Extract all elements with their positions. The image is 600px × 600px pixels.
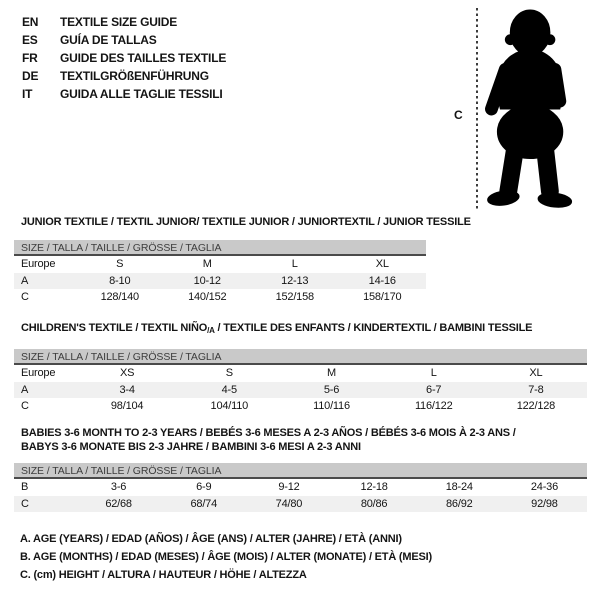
size-header-bar: SIZE / TALLA / TAILLE / GRÖSSE / TAGLIA [14, 240, 426, 256]
size-value: 116/122 [414, 400, 453, 412]
table-title [21, 215, 471, 229]
size-value: 140/152 [188, 291, 227, 303]
size-value: XL [375, 258, 389, 270]
table-title [21, 321, 587, 338]
guide-title: TEXTILE SIZE GUIDE [60, 15, 178, 29]
measurement-legend [20, 530, 432, 584]
size-value: 86/92 [446, 497, 473, 510]
size-value: 6-9 [196, 481, 212, 493]
row-label: A [21, 274, 29, 287]
figure-area [450, 0, 600, 220]
size-value: L [430, 367, 437, 379]
guide-title: GUIDA ALLE TAGLIE TESSILI [60, 87, 223, 101]
language-code: EN [22, 15, 39, 29]
language-row [22, 85, 226, 103]
table-row [14, 273, 426, 290]
baby-silhouette-image [482, 6, 597, 214]
legend-line: C. (cm) HEIGHT / ALTURA / HAUTEUR / HÖHE / ALTEZZA [20, 569, 307, 581]
height-measure-line [476, 8, 478, 210]
table-row [14, 479, 587, 496]
language-code: DE [22, 69, 39, 83]
size-value: 98/104 [110, 400, 144, 412]
size-value: 74/80 [275, 497, 303, 510]
language-row [22, 49, 226, 67]
size-header-bar: SIZE / TALLA / TAILLE / GRÖSSE / TAGLIA [14, 349, 587, 365]
table-title-segment: BABYS 3-6 MONATE BIS 2-3 JAHRE / BAMBINI 3-6 MESI A 2-3 ANNI [21, 441, 361, 453]
row-label: A [21, 383, 29, 396]
size-value: 68/74 [190, 497, 218, 510]
size-value: M [327, 367, 336, 379]
size-value: 24-36 [530, 481, 559, 493]
size-value: 128/140 [100, 291, 139, 303]
language-code: ES [22, 33, 38, 47]
language-row [22, 31, 226, 49]
size-value: 14-16 [368, 274, 396, 287]
height-measure-label: C [454, 108, 463, 122]
babies-textile-table [14, 426, 587, 512]
language-code: IT [22, 87, 33, 101]
size-value: 18-24 [445, 481, 473, 493]
size-value: 92/98 [531, 497, 558, 510]
row-label: C [21, 400, 29, 412]
table-title-segment: / TEXTILE DES ENFANTS / KINDERTEXTIL / BAMBINI TESSILE [214, 322, 533, 334]
size-value: 62/68 [105, 497, 132, 510]
size-value: 8-10 [109, 274, 131, 287]
size-value: 4-5 [221, 383, 237, 396]
size-value: XL [529, 367, 543, 379]
table-row [14, 496, 587, 513]
table-row [14, 382, 587, 399]
size-value: 152/158 [275, 291, 314, 303]
table-title-segment: /A [207, 326, 215, 335]
row-label: C [21, 497, 29, 510]
size-value: 3-4 [119, 383, 135, 396]
size-value: 9-12 [278, 481, 300, 493]
language-row [22, 67, 226, 85]
size-value: M [202, 258, 212, 270]
table-row [14, 398, 587, 415]
guide-title: GUIDE DES TAILLES TEXTILE [60, 51, 227, 65]
size-value: S [116, 258, 124, 270]
children-textile-table [14, 321, 587, 415]
table-title [21, 426, 587, 454]
row-label: Europe [21, 367, 56, 379]
size-header-bar: SIZE / TALLA / TAILLE / GRÖSSE / TAGLIA [14, 463, 587, 479]
table-title-segment: CHILDREN'S TEXTILE / TEXTIL NIÑO [21, 322, 208, 334]
legend-line: B. AGE (MONTHS) / EDAD (MESES) / ÂGE (MOIS) / ALTER (MONATE) / ETÀ (MESI) [20, 551, 432, 563]
size-value: 3-6 [110, 481, 127, 493]
table-title-segment: JUNIOR TEXTILE / TEXTIL JUNIOR/ TEXTILE JUNIOR / JUNIORTEXTIL / JUNIOR TESSILE [21, 216, 471, 228]
language-list [22, 13, 226, 103]
size-value: 122/128 [516, 400, 556, 412]
table-row [14, 289, 426, 306]
size-value: 10-12 [193, 274, 221, 287]
size-value: 104/110 [210, 400, 249, 412]
table-row [14, 256, 426, 273]
table-rows [14, 479, 587, 512]
table-rows [14, 365, 587, 415]
size-value: L [291, 258, 298, 270]
row-label: B [21, 481, 29, 493]
size-value: 6-7 [426, 383, 442, 396]
size-value: 80/86 [360, 497, 388, 510]
row-label: C [21, 291, 29, 303]
junior-textile-table [14, 215, 471, 306]
size-value: 12-18 [360, 481, 388, 493]
row-label: Europe [21, 258, 56, 270]
table-rows [14, 256, 426, 306]
guide-title: TEXTILGRÖßENFÜHRUNG [60, 69, 209, 83]
guide-title: GUÍA DE TALLAS [60, 33, 157, 47]
table-row [14, 365, 587, 382]
size-value: 7-8 [528, 383, 544, 396]
language-row [22, 13, 226, 31]
language-code: FR [22, 51, 38, 65]
size-value: XS [119, 367, 135, 379]
legend-line: A. AGE (YEARS) / EDAD (AÑOS) / ÂGE (ANS) / ALTER (JAHRE) / ETÀ (ANNI) [20, 533, 402, 545]
size-value: 158/170 [363, 291, 402, 303]
size-value: S [225, 367, 233, 379]
table-title-segment: BABIES 3-6 MONTH TO 2-3 YEARS / BEBÉS 3-6 MESES A 2-3 AÑOS / BÉBÉS 3-6 MOIS À 2-3 ANS / [21, 427, 516, 439]
size-value: 12-13 [281, 274, 309, 287]
size-value: 110/116 [313, 400, 350, 412]
size-value: 5-6 [323, 383, 340, 396]
